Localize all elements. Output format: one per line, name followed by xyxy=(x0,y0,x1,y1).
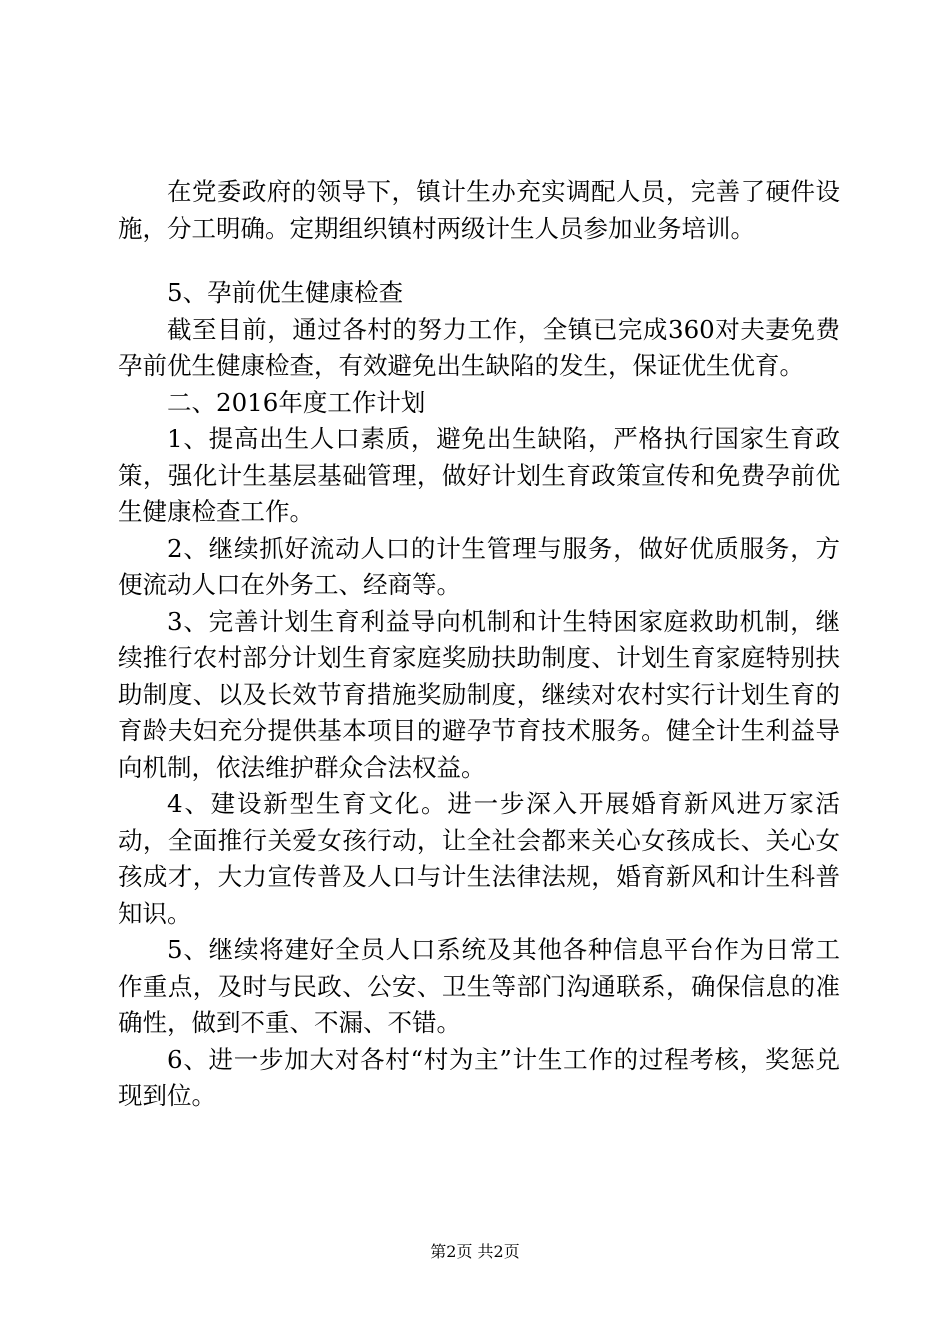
paragraph-staffing: 在党委政府的领导下，镇计生办充实调配人员，完善了硬件设施，分工明确。定期组织镇村两级计生人员参加业务培训。 xyxy=(118,177,840,243)
page-number-footer: 第2页 共2页 xyxy=(430,1242,520,1261)
heading-prenatal-check: 5、孕前优生健康检查 xyxy=(167,278,404,307)
document-body xyxy=(118,174,840,1115)
paragraph-plan-item-3: 3、完善计划生育利益导向机制和计生特困家庭救助机制，继续推行农村部分计划生育家庭奖励扶助制度、计划生育家庭特别扶助制度、以及长效节育措施奖励制度，继续对农村实行计划生育的育龄夫妇充分提供基本项目的避孕节育技术服务。健全计生利益导向机制，依法维护群众合法权益。 xyxy=(118,606,840,782)
paragraph-prenatal-check: 截至目前，通过各村的努力工作，全镇已完成360对夫妻免费孕前优生健康检查，有效避免出生缺陷的发生，保证优生优育。 xyxy=(118,314,840,380)
paragraph-plan-item-2: 2、继续抓好流动人口的计生管理与服务，做好优质服务，方便流动人口在外务工、经商等。 xyxy=(118,533,840,599)
paragraph-plan-item-6: 6、进一步加大对各村“村为主”计生工作的过程考核，奖惩兑现到位。 xyxy=(118,1044,840,1110)
paragraph-plan-item-1: 1、提高出生人口素质，避免出生缺陷，严格执行国家生育政策，强化计生基层基础管理，做好计划生育政策宣传和免费孕前优生健康检查工作。 xyxy=(118,424,840,526)
paragraph-plan-item-4: 4、建设新型生育文化。进一步深入开展婚育新风进万家活动，全面推行关爱女孩行动，让全社会都来关心女孩成长、关心女孩成才，大力宣传普及人口与计生法律法规，婚育新风和计生科普知识。 xyxy=(118,789,840,928)
paragraph-plan-item-5: 5、继续将建好全员人口系统及其他各种信息平台作为日常工作重点，及时与民政、公安、卫生等部门沟通联系，确保信息的准确性，做到不重、不漏、不错。 xyxy=(118,935,840,1037)
paragraph-gap xyxy=(118,247,840,275)
heading-work-plan: 二、2016年度工作计划 xyxy=(167,387,426,417)
